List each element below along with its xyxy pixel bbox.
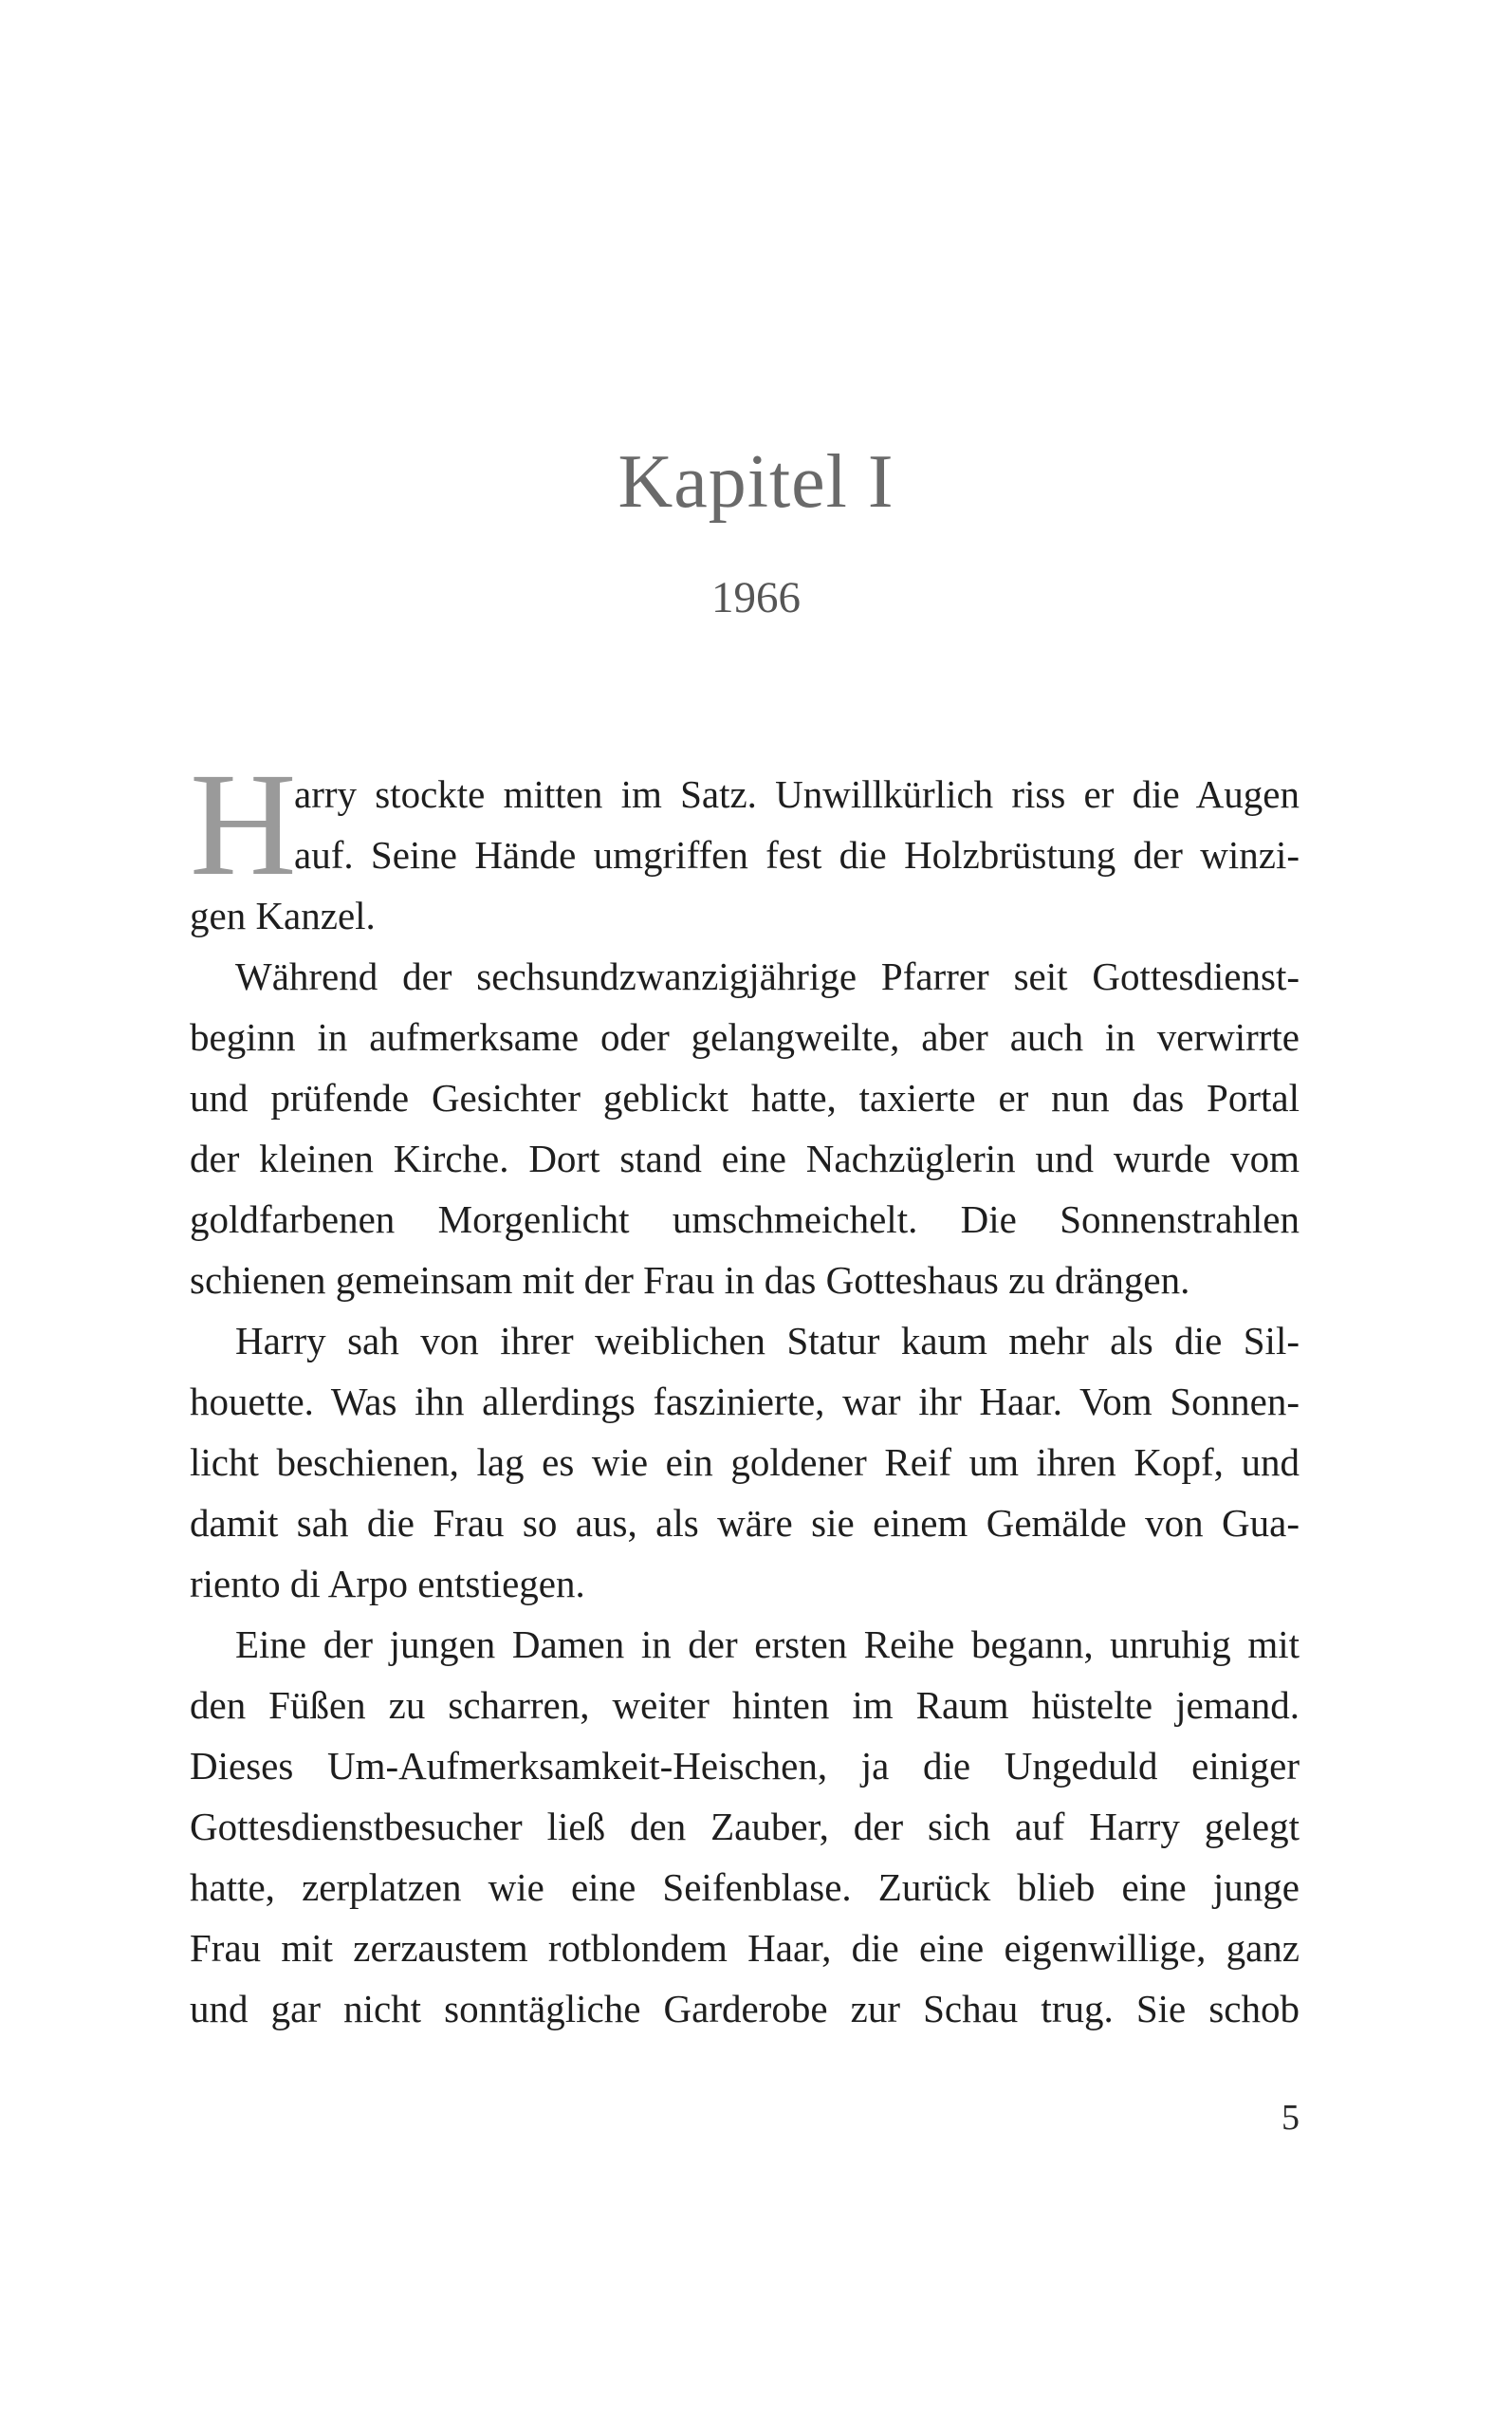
text-line: arry stockte mitten im Satz. Unwillkürlich riss er die Augen (294, 772, 1300, 816)
text-line: schienen gemeinsam mit der Frau in das Gotteshaus zu drängen. (190, 1258, 1190, 1302)
text-line: Harry sah von ihrer weiblichen Statur kaum mehr als die Sil- (235, 1319, 1300, 1362)
text-line: Eine der jungen Damen in der ersten Reihe begann, unruhig mit (235, 1622, 1300, 1666)
text-line: Während der sechsundzwanzigjährige Pfarrer seit Gottesdienst- (235, 954, 1300, 998)
body-text (190, 742, 1300, 2039)
text-line: und prüfende Gesichter geblickt hatte, taxierte er nun das Portal (190, 1076, 1300, 1120)
chapter-year: 1966 (711, 573, 801, 622)
text-line: gen Kanzel. (190, 894, 376, 937)
text-line: Gottesdienstbesucher ließ den Zauber, der sich auf Harry gelegt (190, 1805, 1300, 1848)
chapter-title: Kapitel I (618, 440, 894, 524)
text-line: auf. Seine Hände umgriffen fest die Holzbrüstung der winzi- (294, 833, 1300, 877)
text-line: der kleinen Kirche. Dort stand eine Nachzüglerin und wurde vom (190, 1137, 1300, 1180)
text-line: hatte, zerplatzen wie eine Seifenblase. Zurück blieb eine junge (190, 1865, 1300, 1909)
text-line: damit sah die Frau so aus, als wäre sie einem Gemälde von Gua- (190, 1501, 1300, 1545)
text-line: Frau mit zerzaustem rotblondem Haar, die eine eigenwillige, ganz (190, 1926, 1300, 1970)
drop-cap: H (190, 742, 297, 906)
text-line: riento di Arpo entstiegen. (190, 1562, 585, 1605)
text-line: licht beschienen, lag es wie ein goldener Reif um ihren Kopf, und (190, 1440, 1300, 1484)
text-line: beginn in aufmerksame oder gelangweilte, aber auch in verwirrte (190, 1015, 1300, 1059)
text-line: und gar nicht sonntägliche Garderobe zur Schau trug. Sie schob (190, 1987, 1300, 2030)
text-line: goldfarbenen Morgenlicht umschmeichelt. Die Sonnenstrahlen (190, 1197, 1300, 1241)
text-line: Dieses Um-Aufmerksamkeit-Heischen, ja die Ungeduld einiger (190, 1744, 1300, 1788)
text-line: den Füßen zu scharren, weiter hinten im Raum hüstelte jemand. (190, 1683, 1300, 1727)
text-line: houette. Was ihn allerdings faszinierte, war ihr Haar. Vom Sonnen- (190, 1380, 1300, 1423)
page-number: 5 (1282, 2098, 1300, 2138)
